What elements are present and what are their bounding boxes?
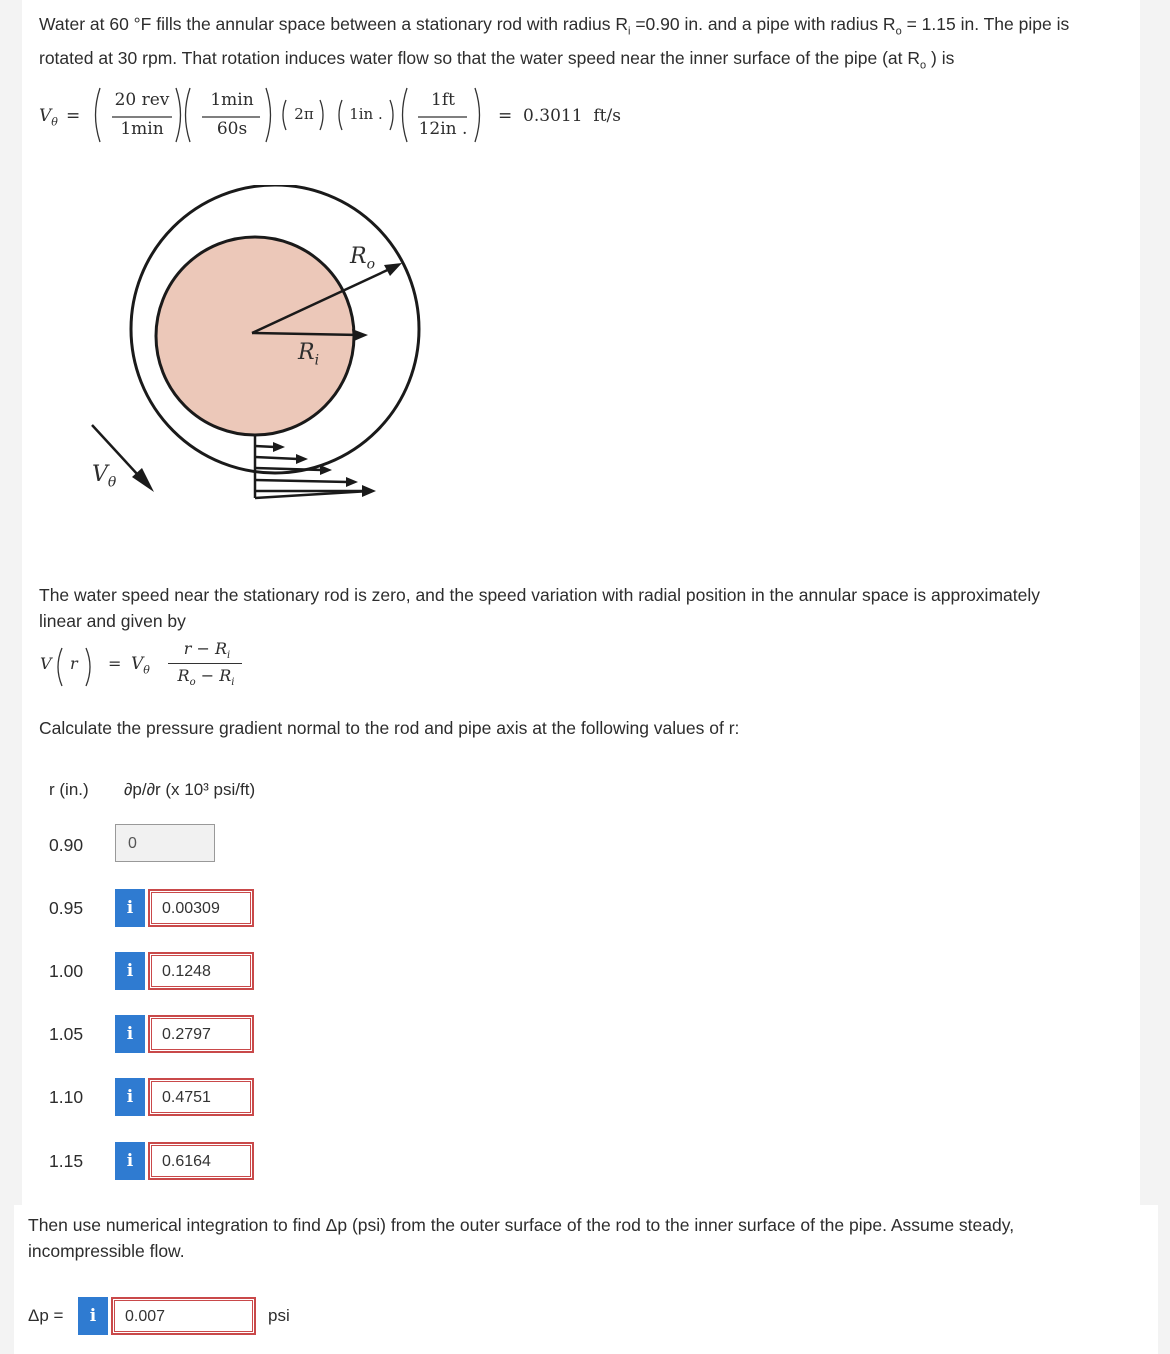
answer-field[interactable]: 0.1248 xyxy=(148,952,254,990)
rod-circle xyxy=(156,237,354,435)
r-value: 1.10 xyxy=(49,1087,84,1107)
calculate-prompt: Calculate the pressure gradient normal to the rod and pipe axis at the following values of r: xyxy=(39,718,740,738)
annulus-diagram xyxy=(80,185,440,515)
answer-field[interactable]: 0.4751 xyxy=(148,1078,254,1116)
r-value: 1.15 xyxy=(49,1151,84,1171)
dp-answer-field[interactable]: 0.007 xyxy=(111,1297,256,1335)
info-icon[interactable]: i xyxy=(115,1078,145,1116)
info-icon[interactable]: i xyxy=(115,1015,145,1053)
r-value: 0.95 xyxy=(49,898,84,918)
answer-field[interactable]: 0.00309 xyxy=(148,889,254,927)
info-icon[interactable]: i xyxy=(115,1142,145,1180)
dp-label: Δp = xyxy=(28,1306,64,1325)
r-value: 1.00 xyxy=(49,961,84,981)
info-icon[interactable]: i xyxy=(115,952,145,990)
integration-paragraph: Then use numerical integration to find Δp (psi) from the outer surface of the rod to the inner surface of the pipe. Assume steady, incompressible flow. xyxy=(28,1215,1015,1261)
intro-paragraph: Water at 60 °F fills the annular space between a stationary rod with radius $R_i =0.90$ in. and a pipe with radius $R_o = 1.15$ in. The pipe is rotated at 30 rpm. That rotation induces water flow so that the water speed near the inner surface of the pipe (at $R_o$ ) is xyxy=(39,14,1070,71)
answer-field[interactable]: 0.2797 xyxy=(148,1015,254,1053)
col-r-header: r (in.) xyxy=(49,780,89,799)
ro-label: $R_o$ xyxy=(350,244,376,273)
linear-profile-paragraph: The water speed near the stationary rod is zero, and the speed variation with radial position in the annular space is approximately linear and given by xyxy=(39,585,1040,631)
r-value: 1.05 xyxy=(49,1024,84,1044)
col-dp-header: ∂p/∂r (x 10³ psi/ft) xyxy=(124,780,256,799)
vtheta-label: $V_\theta$ xyxy=(92,462,117,491)
info-icon[interactable]: i xyxy=(78,1297,108,1335)
dp-unit: psi xyxy=(268,1306,290,1325)
answer-field-readonly: 0 xyxy=(115,824,215,862)
info-icon[interactable]: i xyxy=(115,889,145,927)
ri-label: $R_i$ xyxy=(298,340,320,369)
answer-field[interactable]: 0.6164 xyxy=(148,1142,254,1180)
r-value: 0.90 xyxy=(49,835,84,855)
